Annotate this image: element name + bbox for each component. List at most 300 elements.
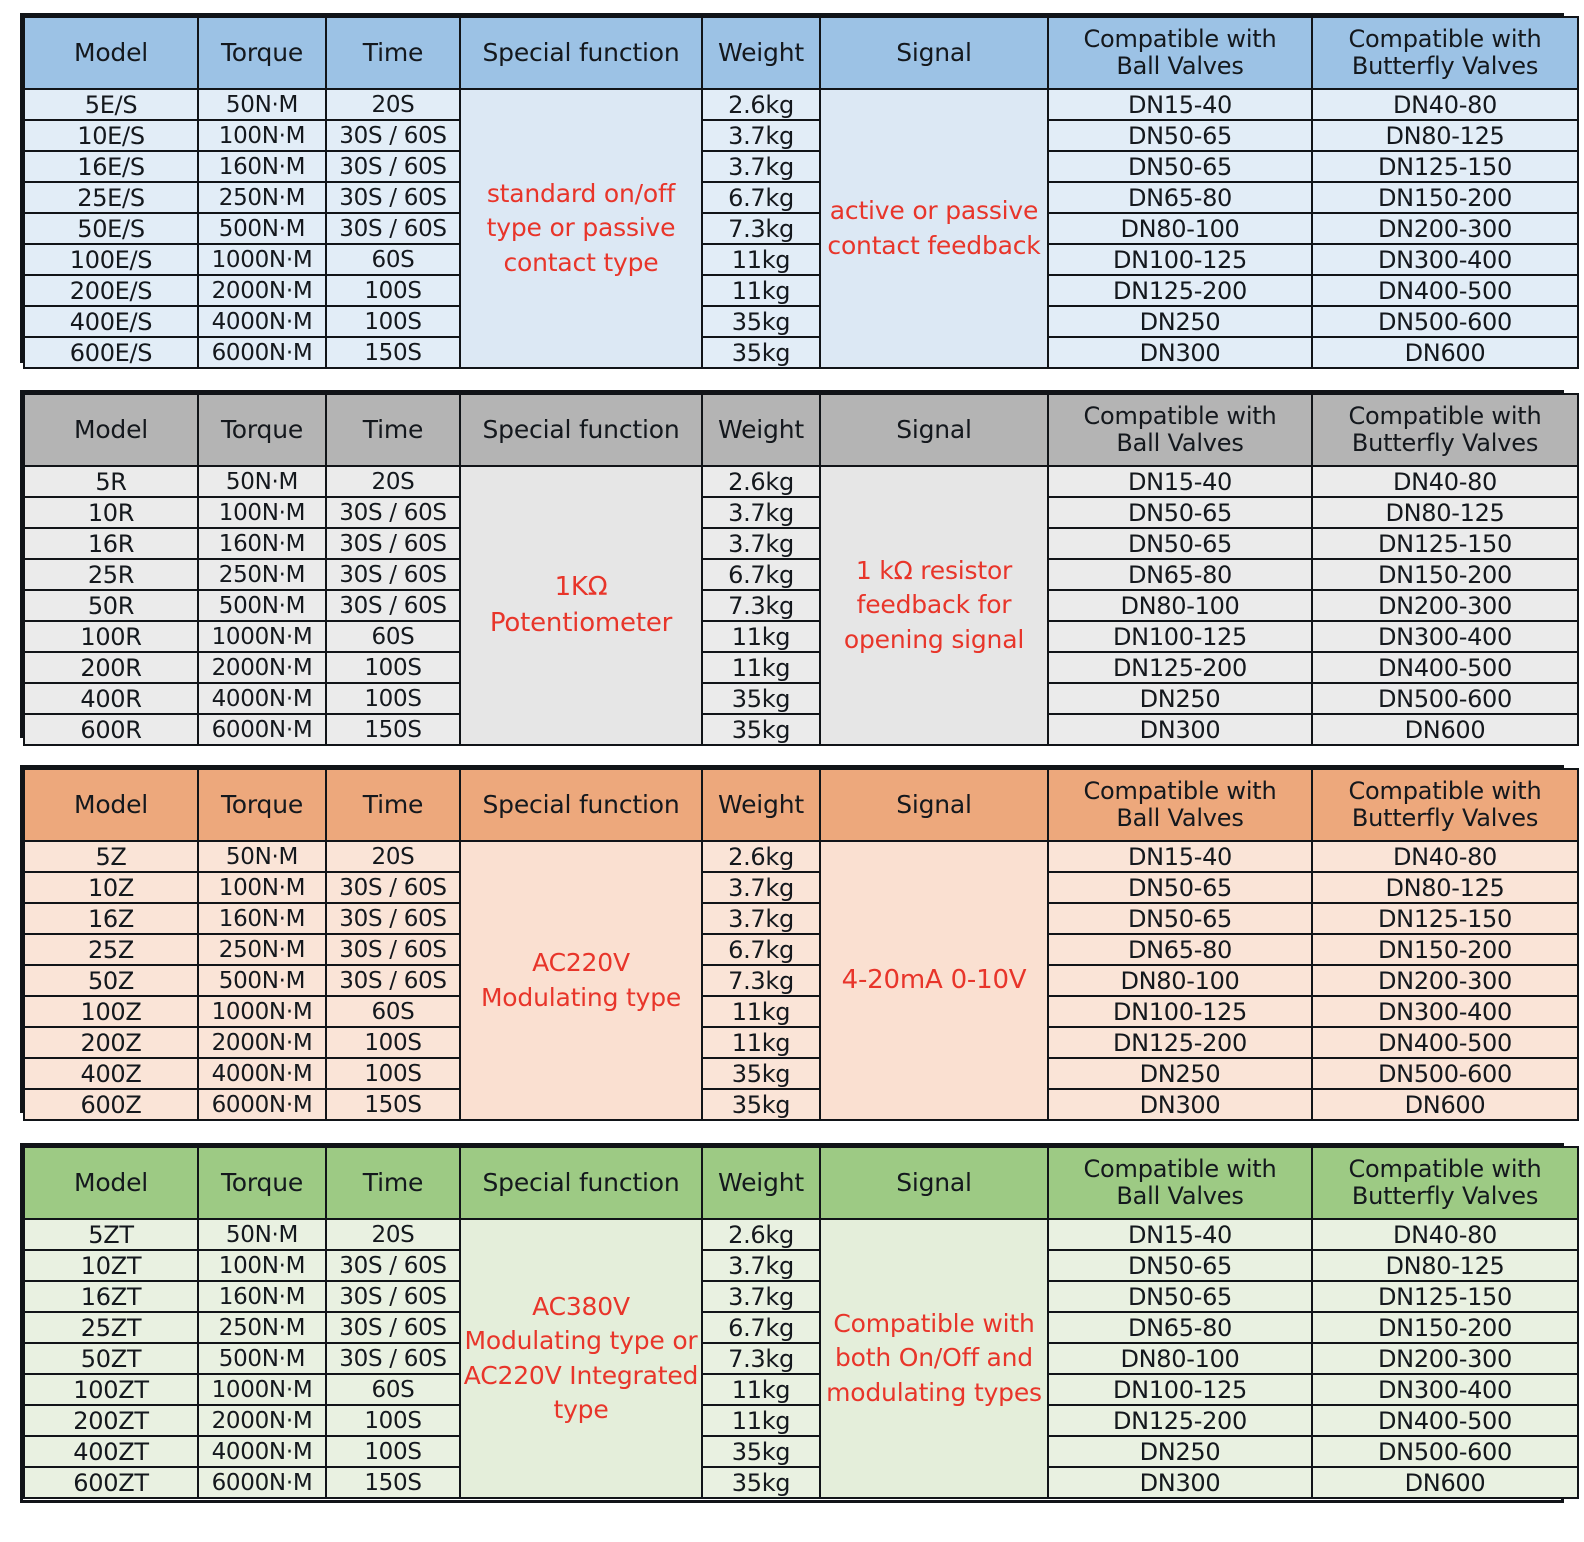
cell-torque: 100N·M (198, 872, 326, 903)
cell-weight: 2.6kg (702, 841, 820, 872)
cell-time: 60S (326, 621, 460, 652)
table-row (24, 244, 1578, 275)
cell-torque: 50N·M (198, 1219, 326, 1250)
cell-model: 50Z (24, 965, 198, 996)
cell-signal-note (820, 1219, 1048, 1498)
header-line-1: Compatible with (1083, 777, 1277, 806)
spec-table-potentiometer-series (20, 390, 1564, 744)
header-line-1: Compatible with (1348, 1155, 1542, 1184)
cell-weight: 11kg (702, 244, 820, 275)
cell-ball-valves: DN15-40 (1048, 89, 1312, 120)
cell-butterfly-valves: DN125-150 (1312, 528, 1578, 559)
table-row (24, 306, 1578, 337)
column-header-model: Model (24, 1147, 198, 1219)
cell-time: 100S (326, 275, 460, 306)
cell-ball-valves: DN65-80 (1048, 559, 1312, 590)
column-header-signal: Signal (820, 17, 1048, 89)
cell-time: 30S / 60S (326, 934, 460, 965)
cell-ball-valves: DN15-40 (1048, 1219, 1312, 1250)
cell-signal-note (820, 841, 1048, 1120)
cell-model: 5Z (24, 841, 198, 872)
cell-butterfly-valves: DN125-150 (1312, 1281, 1578, 1312)
cell-weight: 7.3kg (702, 1343, 820, 1374)
cell-model: 50E/S (24, 213, 198, 244)
cell-weight: 6.7kg (702, 182, 820, 213)
cell-model: 10E/S (24, 120, 198, 151)
cell-model: 400E/S (24, 306, 198, 337)
table-row (24, 1250, 1578, 1281)
cell-torque: 1000N·M (198, 621, 326, 652)
note-line: standard on/off (486, 178, 676, 208)
cell-butterfly-valves: DN40-80 (1312, 466, 1578, 497)
cell-time: 100S (326, 1027, 460, 1058)
cell-weight: 6.7kg (702, 934, 820, 965)
note-line: Modulating type (480, 982, 682, 1012)
cell-ball-valves: DN125-200 (1048, 1405, 1312, 1436)
note-line: Compatible with (833, 1308, 1035, 1338)
column-header-special-function: Special function (460, 1147, 702, 1219)
cell-weight: 2.6kg (702, 89, 820, 120)
cell-ball-valves: DN250 (1048, 306, 1312, 337)
cell-ball-valves: DN50-65 (1048, 497, 1312, 528)
cell-weight: 2.6kg (702, 1219, 820, 1250)
cell-time: 30S / 60S (326, 528, 460, 559)
note-line: contact type (503, 247, 659, 277)
cell-torque: 50N·M (198, 841, 326, 872)
cell-model: 16ZT (24, 1281, 198, 1312)
cell-butterfly-valves: DN300-400 (1312, 244, 1578, 275)
cell-ball-valves: DN125-200 (1048, 275, 1312, 306)
table-row (24, 89, 1578, 120)
cell-time: 20S (326, 466, 460, 497)
cell-ball-valves: DN300 (1048, 1089, 1312, 1120)
cell-ball-valves: DN50-65 (1048, 528, 1312, 559)
cell-ball-valves: DN50-65 (1048, 1281, 1312, 1312)
cell-ball-valves: DN50-65 (1048, 872, 1312, 903)
header-line-1: Compatible with (1083, 25, 1277, 54)
cell-model: 400Z (24, 1058, 198, 1089)
cell-torque: 2000N·M (198, 1027, 326, 1058)
table-row (24, 996, 1578, 1027)
table-header-row (24, 769, 1578, 841)
table-row (24, 683, 1578, 714)
note-line: feedback for (856, 590, 1012, 620)
column-header-special-function: Special function (460, 769, 702, 841)
cell-butterfly-valves: DN500-600 (1312, 306, 1578, 337)
cell-special-function-note (460, 1219, 702, 1498)
table-row (24, 1089, 1578, 1120)
cell-torque: 4000N·M (198, 1436, 326, 1467)
cell-butterfly-valves: DN600 (1312, 714, 1578, 745)
note-line: contact feedback (827, 230, 1041, 260)
cell-butterfly-valves: DN40-80 (1312, 1219, 1578, 1250)
table-row (24, 466, 1578, 497)
cell-time: 30S / 60S (326, 213, 460, 244)
table-header-row (24, 17, 1578, 89)
table-row (24, 1058, 1578, 1089)
cell-weight: 7.3kg (702, 213, 820, 244)
table-header-row (24, 1147, 1578, 1219)
table-row (24, 182, 1578, 213)
cell-torque: 100N·M (198, 497, 326, 528)
cell-torque: 160N·M (198, 903, 326, 934)
column-header-ball-valves (1048, 17, 1312, 89)
column-header-ball-valves (1048, 769, 1312, 841)
cell-time: 60S (326, 244, 460, 275)
table-row (24, 1281, 1578, 1312)
cell-time: 20S (326, 89, 460, 120)
table-row (24, 714, 1578, 745)
cell-torque: 1000N·M (198, 244, 326, 275)
column-header-butterfly-valves (1312, 769, 1578, 841)
header-line-2: Ball Valves (1116, 1182, 1244, 1210)
cell-ball-valves: DN50-65 (1048, 903, 1312, 934)
note-line: 1KΩ Potentiometer (489, 571, 673, 638)
cell-butterfly-valves: DN150-200 (1312, 182, 1578, 213)
cell-model: 25R (24, 559, 198, 590)
cell-butterfly-valves: DN80-125 (1312, 1250, 1578, 1281)
column-header-time: Time (326, 1147, 460, 1219)
cell-weight: 6.7kg (702, 559, 820, 590)
note-line: 4-20mA 0-10V (841, 964, 1027, 995)
cell-time: 150S (326, 1089, 460, 1120)
column-header-torque: Torque (198, 769, 326, 841)
cell-weight: 11kg (702, 996, 820, 1027)
cell-torque: 100N·M (198, 1250, 326, 1281)
cell-torque: 500N·M (198, 213, 326, 244)
cell-weight: 3.7kg (702, 1250, 820, 1281)
cell-time: 100S (326, 1436, 460, 1467)
cell-model: 16Z (24, 903, 198, 934)
column-header-time: Time (326, 17, 460, 89)
cell-model: 200R (24, 652, 198, 683)
cell-model: 200E/S (24, 275, 198, 306)
cell-weight: 35kg (702, 683, 820, 714)
column-header-model: Model (24, 17, 198, 89)
table-row (24, 151, 1578, 182)
cell-butterfly-valves: DN200-300 (1312, 590, 1578, 621)
cell-butterfly-valves: DN150-200 (1312, 559, 1578, 590)
cell-weight: 7.3kg (702, 590, 820, 621)
cell-butterfly-valves: DN40-80 (1312, 841, 1578, 872)
cell-torque: 250N·M (198, 182, 326, 213)
cell-model: 5E/S (24, 89, 198, 120)
cell-time: 20S (326, 841, 460, 872)
note-line: 1 kΩ resistor (855, 555, 1013, 585)
cell-ball-valves: DN50-65 (1048, 1250, 1312, 1281)
cell-butterfly-valves: DN150-200 (1312, 934, 1578, 965)
table-row (24, 590, 1578, 621)
cell-model: 200Z (24, 1027, 198, 1058)
cell-butterfly-valves: DN400-500 (1312, 652, 1578, 683)
table-row (24, 1374, 1578, 1405)
column-header-signal: Signal (820, 1147, 1048, 1219)
table-row (24, 903, 1578, 934)
table-row (24, 528, 1578, 559)
actuator-spec-table (23, 16, 1579, 369)
cell-torque: 4000N·M (198, 683, 326, 714)
cell-ball-valves: DN80-100 (1048, 590, 1312, 621)
cell-time: 30S / 60S (326, 151, 460, 182)
cell-torque: 4000N·M (198, 1058, 326, 1089)
cell-torque: 160N·M (198, 1281, 326, 1312)
column-header-ball-valves (1048, 394, 1312, 466)
cell-time: 20S (326, 1219, 460, 1250)
cell-butterfly-valves: DN200-300 (1312, 965, 1578, 996)
header-line-2: Butterfly Valves (1351, 804, 1539, 832)
cell-butterfly-valves: DN500-600 (1312, 683, 1578, 714)
note-line: opening signal (843, 624, 1025, 654)
cell-model: 25E/S (24, 182, 198, 213)
cell-butterfly-valves: DN600 (1312, 1467, 1578, 1498)
cell-ball-valves: DN15-40 (1048, 841, 1312, 872)
cell-weight: 35kg (702, 306, 820, 337)
note-line: AC380V (532, 1291, 630, 1321)
note-line: type (553, 1395, 609, 1424)
cell-torque: 2000N·M (198, 652, 326, 683)
header-line-2: Butterfly Valves (1351, 429, 1539, 457)
cell-model: 400R (24, 683, 198, 714)
table-row (24, 1027, 1578, 1058)
table-row (24, 120, 1578, 151)
header-line-1: Compatible with (1348, 25, 1542, 54)
cell-special-function-note (460, 89, 702, 368)
cell-weight: 11kg (702, 275, 820, 306)
cell-model: 50ZT (24, 1343, 198, 1374)
cell-model: 10Z (24, 872, 198, 903)
cell-weight: 3.7kg (702, 151, 820, 182)
cell-weight: 11kg (702, 1027, 820, 1058)
cell-model: 10R (24, 497, 198, 528)
column-header-special-function: Special function (460, 394, 702, 466)
column-header-signal: Signal (820, 394, 1048, 466)
cell-weight: 35kg (702, 1058, 820, 1089)
header-line-2: Butterfly Valves (1351, 52, 1539, 80)
cell-butterfly-valves: DN40-80 (1312, 89, 1578, 120)
table-row (24, 1467, 1578, 1498)
table-row (24, 559, 1578, 590)
cell-weight: 35kg (702, 1436, 820, 1467)
cell-time: 100S (326, 683, 460, 714)
cell-model: 100E/S (24, 244, 198, 275)
cell-ball-valves: DN300 (1048, 337, 1312, 368)
column-header-model: Model (24, 394, 198, 466)
cell-torque: 160N·M (198, 528, 326, 559)
table-row (24, 1343, 1578, 1374)
table-row (24, 1405, 1578, 1436)
cell-model: 600Z (24, 1089, 198, 1120)
cell-weight: 3.7kg (702, 1281, 820, 1312)
cell-butterfly-valves: DN125-150 (1312, 151, 1578, 182)
column-header-torque: Torque (198, 1147, 326, 1219)
cell-butterfly-valves: DN400-500 (1312, 1027, 1578, 1058)
table-row (24, 275, 1578, 306)
cell-ball-valves: DN80-100 (1048, 1343, 1312, 1374)
cell-torque: 50N·M (198, 466, 326, 497)
cell-weight: 2.6kg (702, 466, 820, 497)
cell-model: 50R (24, 590, 198, 621)
cell-butterfly-valves: DN80-125 (1312, 872, 1578, 903)
cell-weight: 11kg (702, 652, 820, 683)
cell-ball-valves: DN50-65 (1048, 120, 1312, 151)
cell-butterfly-valves: DN300-400 (1312, 621, 1578, 652)
cell-ball-valves: DN100-125 (1048, 244, 1312, 275)
note-line: modulating types (826, 1377, 1042, 1407)
table-row (24, 337, 1578, 368)
column-header-butterfly-valves (1312, 17, 1578, 89)
cell-model: 5R (24, 466, 198, 497)
column-header-special-function: Special function (460, 17, 702, 89)
column-header-weight: Weight (702, 769, 820, 841)
cell-torque: 160N·M (198, 151, 326, 182)
cell-torque: 6000N·M (198, 1089, 326, 1120)
cell-time: 30S / 60S (326, 872, 460, 903)
cell-model: 600ZT (24, 1467, 198, 1498)
cell-model: 600R (24, 714, 198, 745)
cell-model: 25ZT (24, 1312, 198, 1343)
cell-torque: 1000N·M (198, 1374, 326, 1405)
column-header-signal: Signal (820, 769, 1048, 841)
cell-butterfly-valves: DN600 (1312, 337, 1578, 368)
column-header-time: Time (326, 394, 460, 466)
column-header-model: Model (24, 769, 198, 841)
cell-time: 100S (326, 1405, 460, 1436)
cell-weight: 35kg (702, 714, 820, 745)
cell-ball-valves: DN300 (1048, 714, 1312, 745)
cell-ball-valves: DN65-80 (1048, 1312, 1312, 1343)
cell-torque: 500N·M (198, 590, 326, 621)
cell-butterfly-valves: DN500-600 (1312, 1436, 1578, 1467)
cell-weight: 11kg (702, 1405, 820, 1436)
cell-model: 5ZT (24, 1219, 198, 1250)
cell-time: 30S / 60S (326, 559, 460, 590)
cell-torque: 2000N·M (198, 1405, 326, 1436)
cell-time: 150S (326, 714, 460, 745)
actuator-spec-table (23, 393, 1579, 746)
table-row (24, 652, 1578, 683)
cell-torque: 1000N·M (198, 996, 326, 1027)
table-row (24, 621, 1578, 652)
cell-time: 30S / 60S (326, 1343, 460, 1374)
cell-butterfly-valves: DN300-400 (1312, 996, 1578, 1027)
cell-time: 30S / 60S (326, 903, 460, 934)
header-line-1: Compatible with (1348, 402, 1542, 431)
cell-model: 100ZT (24, 1374, 198, 1405)
cell-weight: 3.7kg (702, 903, 820, 934)
table-row (24, 1436, 1578, 1467)
header-line-2: Ball Valves (1116, 52, 1244, 80)
column-header-butterfly-valves (1312, 394, 1578, 466)
cell-torque: 500N·M (198, 1343, 326, 1374)
cell-weight: 11kg (702, 1374, 820, 1405)
cell-butterfly-valves: DN150-200 (1312, 1312, 1578, 1343)
cell-time: 30S / 60S (326, 1281, 460, 1312)
cell-time: 30S / 60S (326, 965, 460, 996)
column-header-butterfly-valves (1312, 1147, 1578, 1219)
cell-weight: 3.7kg (702, 497, 820, 528)
cell-torque: 50N·M (198, 89, 326, 120)
cell-ball-valves: DN65-80 (1048, 934, 1312, 965)
cell-weight: 3.7kg (702, 528, 820, 559)
header-line-2: Butterfly Valves (1351, 1182, 1539, 1210)
cell-torque: 250N·M (198, 559, 326, 590)
cell-time: 150S (326, 1467, 460, 1498)
cell-weight: 3.7kg (702, 872, 820, 903)
table-row (24, 965, 1578, 996)
cell-butterfly-valves: DN125-150 (1312, 903, 1578, 934)
cell-torque: 500N·M (198, 965, 326, 996)
cell-model: 10ZT (24, 1250, 198, 1281)
cell-butterfly-valves: DN200-300 (1312, 213, 1578, 244)
cell-butterfly-valves: DN400-500 (1312, 275, 1578, 306)
cell-butterfly-valves: DN80-125 (1312, 497, 1578, 528)
cell-signal-note (820, 89, 1048, 368)
note-line: type or passive (486, 213, 676, 243)
cell-signal-note (820, 466, 1048, 745)
cell-ball-valves: DN65-80 (1048, 182, 1312, 213)
table-row (24, 1312, 1578, 1343)
cell-ball-valves: DN100-125 (1048, 1374, 1312, 1405)
cell-weight: 6.7kg (702, 1312, 820, 1343)
column-header-weight: Weight (702, 17, 820, 89)
cell-ball-valves: DN15-40 (1048, 466, 1312, 497)
spec-table-modulating-ac220v-series (20, 765, 1564, 1119)
table-row (24, 1219, 1578, 1250)
header-line-1: Compatible with (1083, 1155, 1277, 1184)
note-line: both On/Off and (835, 1343, 1033, 1373)
cell-time: 150S (326, 337, 460, 368)
column-header-weight: Weight (702, 394, 820, 466)
cell-torque: 4000N·M (198, 306, 326, 337)
cell-torque: 250N·M (198, 1312, 326, 1343)
cell-time: 60S (326, 1374, 460, 1405)
cell-ball-valves: DN250 (1048, 1058, 1312, 1089)
cell-special-function-note (460, 841, 702, 1120)
cell-time: 100S (326, 652, 460, 683)
column-header-weight: Weight (702, 1147, 820, 1219)
cell-model: 400ZT (24, 1436, 198, 1467)
cell-butterfly-valves: DN600 (1312, 1089, 1578, 1120)
cell-butterfly-valves: DN80-125 (1312, 120, 1578, 151)
cell-weight: 11kg (702, 621, 820, 652)
note-line: AC220V Integrated (463, 1360, 699, 1390)
cell-weight: 35kg (702, 337, 820, 368)
cell-torque: 2000N·M (198, 275, 326, 306)
cell-butterfly-valves: DN300-400 (1312, 1374, 1578, 1405)
cell-ball-valves: DN125-200 (1048, 1027, 1312, 1058)
table-row (24, 841, 1578, 872)
cell-ball-valves: DN100-125 (1048, 996, 1312, 1027)
cell-torque: 6000N·M (198, 1467, 326, 1498)
table-row (24, 934, 1578, 965)
note-line: AC220V (532, 948, 630, 977)
actuator-spec-table (23, 768, 1579, 1121)
header-line-1: Compatible with (1083, 402, 1277, 431)
cell-ball-valves: DN100-125 (1048, 621, 1312, 652)
note-line: Modulating type or (464, 1326, 698, 1355)
cell-time: 100S (326, 1058, 460, 1089)
column-header-torque: Torque (198, 17, 326, 89)
header-line-2: Ball Valves (1116, 429, 1244, 457)
cell-butterfly-valves: DN500-600 (1312, 1058, 1578, 1089)
cell-torque: 100N·M (198, 120, 326, 151)
cell-ball-valves: DN80-100 (1048, 965, 1312, 996)
column-header-time: Time (326, 769, 460, 841)
cell-time: 30S / 60S (326, 120, 460, 151)
cell-time: 30S / 60S (326, 1312, 460, 1343)
cell-model: 200ZT (24, 1405, 198, 1436)
cell-butterfly-valves: DN200-300 (1312, 1343, 1578, 1374)
